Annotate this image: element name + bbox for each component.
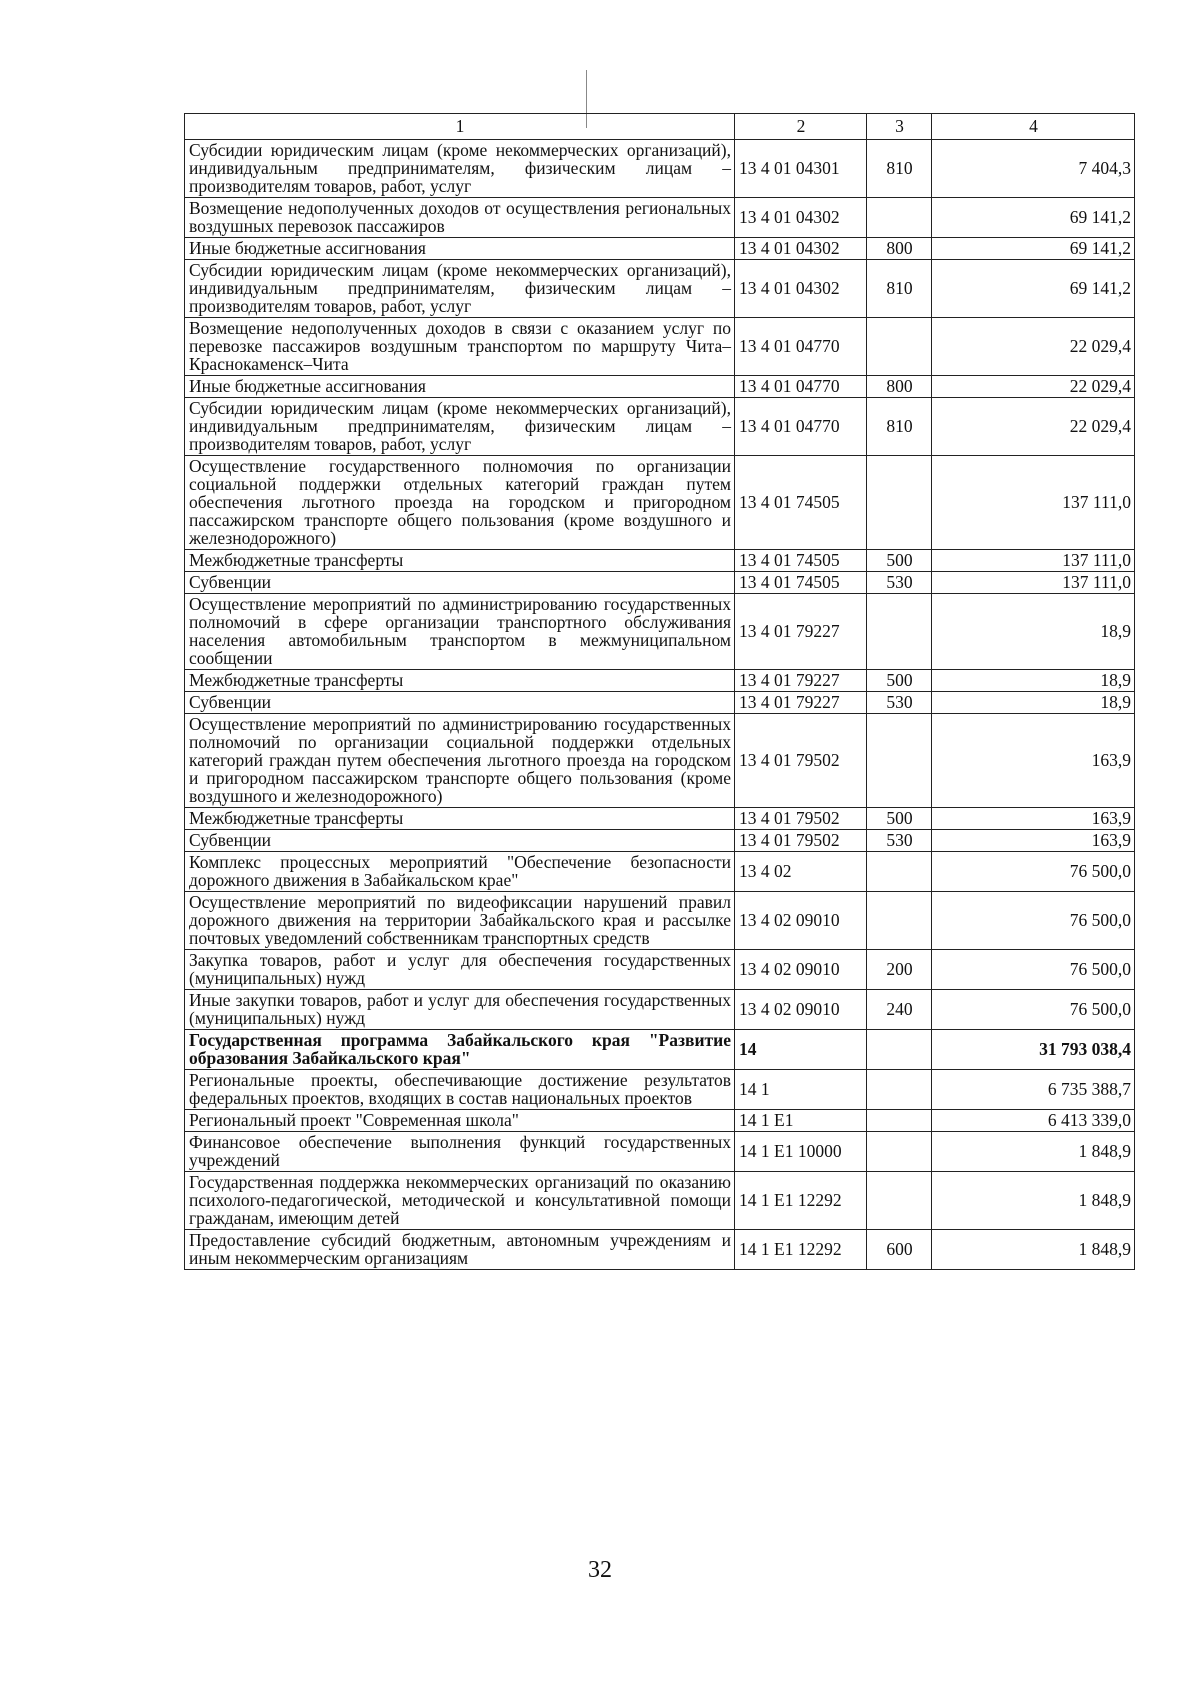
row-code-cell: 13 4 01 79502: [735, 714, 867, 808]
row-code-cell: 14 1 E1 12292: [735, 1230, 867, 1270]
row-name-cell: Иные бюджетные ассигнования: [185, 238, 735, 260]
row-name-cell: Субвенции: [185, 692, 735, 714]
row-amount-cell: 76 500,0: [932, 950, 1135, 990]
row-name-cell: Субвенции: [185, 830, 735, 852]
row-amount-cell: 22 029,4: [932, 376, 1135, 398]
row-name-cell: Государственная поддержка некоммерческих организаций по оказанию психолого-педагогической, методической и консультативной помощи гражданам, имеющим детей: [185, 1172, 735, 1230]
table-row: [185, 198, 1135, 238]
table-row: [185, 140, 1135, 198]
row-amount-cell: 7 404,3: [932, 140, 1135, 198]
row-name-cell: Субсидии юридическим лицам (кроме некоммерческих организаций), индивидуальным предпринимателям, физическим лицам – производителям товаров, работ, услуг: [185, 398, 735, 456]
table-row: [185, 714, 1135, 808]
row-code-cell: 13 4 01 04302: [735, 260, 867, 318]
row-code-cell: 13 4 01 74505: [735, 572, 867, 594]
header-col-3: 3: [867, 114, 932, 140]
row-code-cell: 13 4 01 74505: [735, 550, 867, 572]
row-code-cell: 13 4 01 79227: [735, 594, 867, 670]
row-type-cell: 800: [867, 376, 932, 398]
row-amount-cell: 31 793 038,4: [932, 1030, 1135, 1070]
row-amount-cell: 163,9: [932, 830, 1135, 852]
row-amount-cell: 69 141,2: [932, 198, 1135, 238]
row-type-cell: 810: [867, 260, 932, 318]
row-code-cell: 13 4 02 09010: [735, 950, 867, 990]
table-row: [185, 1132, 1135, 1172]
row-type-cell: 500: [867, 808, 932, 830]
row-code-cell: 14 1: [735, 1070, 867, 1110]
row-amount-cell: 163,9: [932, 714, 1135, 808]
row-amount-cell: 137 111,0: [932, 572, 1135, 594]
row-type-cell: 200: [867, 950, 932, 990]
table-row: [185, 398, 1135, 456]
row-name-cell: Осуществление мероприятий по администрированию государственных полномочий в сфере организации транспортного обслуживания населения автомобильным транспортом в межмуниципальном сообщении: [185, 594, 735, 670]
row-amount-cell: 1 848,9: [932, 1230, 1135, 1270]
row-type-cell: 500: [867, 550, 932, 572]
row-name-cell: Возмещение недополученных доходов в связи с оказанием услуг по перевозке пассажиров воздушным транспортом по маршруту Чита–Краснокаменск–Чита: [185, 318, 735, 376]
page-number: 32: [588, 1557, 612, 1583]
header-col-4: 4: [932, 114, 1135, 140]
table-row: [185, 808, 1135, 830]
row-name-cell: Иные закупки товаров, работ и услуг для обеспечения государственных (муниципальных) нужд: [185, 990, 735, 1030]
row-type-cell: [867, 1132, 932, 1172]
table-row: [185, 1070, 1135, 1110]
table-row: [185, 1230, 1135, 1270]
header-col-2: 2: [735, 114, 867, 140]
row-type-cell: [867, 852, 932, 892]
row-amount-cell: 1 848,9: [932, 1172, 1135, 1230]
row-type-cell: 530: [867, 830, 932, 852]
row-amount-cell: 76 500,0: [932, 852, 1135, 892]
row-code-cell: 13 4 01 79502: [735, 830, 867, 852]
table-row: [185, 594, 1135, 670]
row-name-cell: Региональные проекты, обеспечивающие достижение результатов федеральных проектов, входящих в состав национальных проектов: [185, 1070, 735, 1110]
row-code-cell: 13 4 01 04770: [735, 376, 867, 398]
budget-table-body: [185, 114, 1135, 1270]
row-name-cell: Государственная программа Забайкальского края "Развитие образования Забайкальского края": [185, 1030, 735, 1070]
table-row: [185, 950, 1135, 990]
row-amount-cell: 69 141,2: [932, 260, 1135, 318]
row-amount-cell: 76 500,0: [932, 892, 1135, 950]
table-header-row: [185, 114, 1135, 140]
row-type-cell: [867, 892, 932, 950]
row-name-cell: Межбюджетные трансферты: [185, 670, 735, 692]
row-name-cell: Иные бюджетные ассигнования: [185, 376, 735, 398]
row-code-cell: 13 4 01 79502: [735, 808, 867, 830]
row-type-cell: 810: [867, 140, 932, 198]
row-type-cell: 600: [867, 1230, 932, 1270]
table-row: [185, 376, 1135, 398]
row-code-cell: 13 4 02: [735, 852, 867, 892]
row-name-cell: Субвенции: [185, 572, 735, 594]
table-row: [185, 892, 1135, 950]
row-code-cell: 13 4 01 04302: [735, 198, 867, 238]
table-row: [185, 550, 1135, 572]
row-type-cell: 500: [867, 670, 932, 692]
row-code-cell: 13 4 01 04770: [735, 398, 867, 456]
row-type-cell: [867, 1070, 932, 1110]
row-amount-cell: 22 029,4: [932, 318, 1135, 376]
row-amount-cell: 69 141,2: [932, 238, 1135, 260]
row-amount-cell: 22 029,4: [932, 398, 1135, 456]
row-code-cell: 13 4 01 74505: [735, 456, 867, 550]
row-code-cell: 13 4 01 04770: [735, 318, 867, 376]
row-code-cell: 13 4 02 09010: [735, 892, 867, 950]
row-amount-cell: 163,9: [932, 808, 1135, 830]
table-row: [185, 1110, 1135, 1132]
table-row: [185, 990, 1135, 1030]
row-amount-cell: 137 111,0: [932, 456, 1135, 550]
row-type-cell: 800: [867, 238, 932, 260]
row-name-cell: Осуществление мероприятий по администрированию государственных полномочий по организации социальной поддержки отдельных категорий граждан путем обеспечения льготного проезда на городском и пригородном пассажирском транспорте общего пользования (кроме воздушного и железнодорожного): [185, 714, 735, 808]
row-amount-cell: 76 500,0: [932, 990, 1135, 1030]
row-code-cell: 14 1 E1 12292: [735, 1172, 867, 1230]
table-row: [185, 238, 1135, 260]
row-type-cell: [867, 1172, 932, 1230]
row-name-cell: Региональный проект "Современная школа": [185, 1110, 735, 1132]
row-amount-cell: 137 111,0: [932, 550, 1135, 572]
row-name-cell: Комплекс процессных мероприятий "Обеспечение безопасности дорожного движения в Забайкальском крае": [185, 852, 735, 892]
row-name-cell: Субсидии юридическим лицам (кроме некоммерческих организаций), индивидуальным предпринимателям, физическим лицам – производителям товаров, работ, услуг: [185, 140, 735, 198]
row-code-cell: 14: [735, 1030, 867, 1070]
table-row: [185, 692, 1135, 714]
table-row: [185, 572, 1135, 594]
row-code-cell: 13 4 01 79227: [735, 670, 867, 692]
row-type-cell: [867, 318, 932, 376]
table-row: [185, 1172, 1135, 1230]
table-row: [185, 456, 1135, 550]
row-type-cell: [867, 1110, 932, 1132]
row-name-cell: Возмещение недополученных доходов от осуществления региональных воздушных перевозок пассажиров: [185, 198, 735, 238]
row-name-cell: Финансовое обеспечение выполнения функций государственных учреждений: [185, 1132, 735, 1172]
row-amount-cell: 18,9: [932, 594, 1135, 670]
row-name-cell: Межбюджетные трансферты: [185, 550, 735, 572]
row-code-cell: 13 4 02 09010: [735, 990, 867, 1030]
table-row: [185, 852, 1135, 892]
row-amount-cell: 18,9: [932, 670, 1135, 692]
row-name-cell: Межбюджетные трансферты: [185, 808, 735, 830]
table-row: [185, 260, 1135, 318]
row-name-cell: Субсидии юридическим лицам (кроме некоммерческих организаций), индивидуальным предпринимателям, физическим лицам – производителям товаров, работ, услуг: [185, 260, 735, 318]
row-amount-cell: 1 848,9: [932, 1132, 1135, 1172]
row-type-cell: [867, 594, 932, 670]
row-name-cell: Осуществление мероприятий по видеофиксации нарушений правил дорожного движения на территории Забайкальского края и рассылке почтовых уведомлений собственникам транспортных средств: [185, 892, 735, 950]
row-type-cell: [867, 714, 932, 808]
row-code-cell: 13 4 01 04301: [735, 140, 867, 198]
row-amount-cell: 6 735 388,7: [932, 1070, 1135, 1110]
row-amount-cell: 6 413 339,0: [932, 1110, 1135, 1132]
row-code-cell: 14 1 E1 10000: [735, 1132, 867, 1172]
table-row: [185, 830, 1135, 852]
row-code-cell: 13 4 01 79227: [735, 692, 867, 714]
row-name-cell: Осуществление государственного полномочия по организации социальной поддержки отдельных категорий граждан путем обеспечения льготного проезда на городском и пригородном пассажирском транспорте общего пользования (кроме воздушного и железнодорожного): [185, 456, 735, 550]
row-type-cell: 530: [867, 572, 932, 594]
table-row: [185, 318, 1135, 376]
row-name-cell: Закупка товаров, работ и услуг для обеспечения государственных (муниципальных) нужд: [185, 950, 735, 990]
row-name-cell: Предоставление субсидий бюджетным, автономным учреждениям и иным некоммерческим организациям: [185, 1230, 735, 1270]
budget-table: [184, 113, 1135, 1270]
row-amount-cell: 18,9: [932, 692, 1135, 714]
row-type-cell: 810: [867, 398, 932, 456]
row-code-cell: 14 1 E1: [735, 1110, 867, 1132]
header-col-1: 1: [185, 114, 735, 140]
row-type-cell: 240: [867, 990, 932, 1030]
row-type-cell: [867, 1030, 932, 1070]
table-row: [185, 1030, 1135, 1070]
row-type-cell: [867, 456, 932, 550]
row-code-cell: 13 4 01 04302: [735, 238, 867, 260]
row-type-cell: 530: [867, 692, 932, 714]
row-type-cell: [867, 198, 932, 238]
table-row: [185, 670, 1135, 692]
